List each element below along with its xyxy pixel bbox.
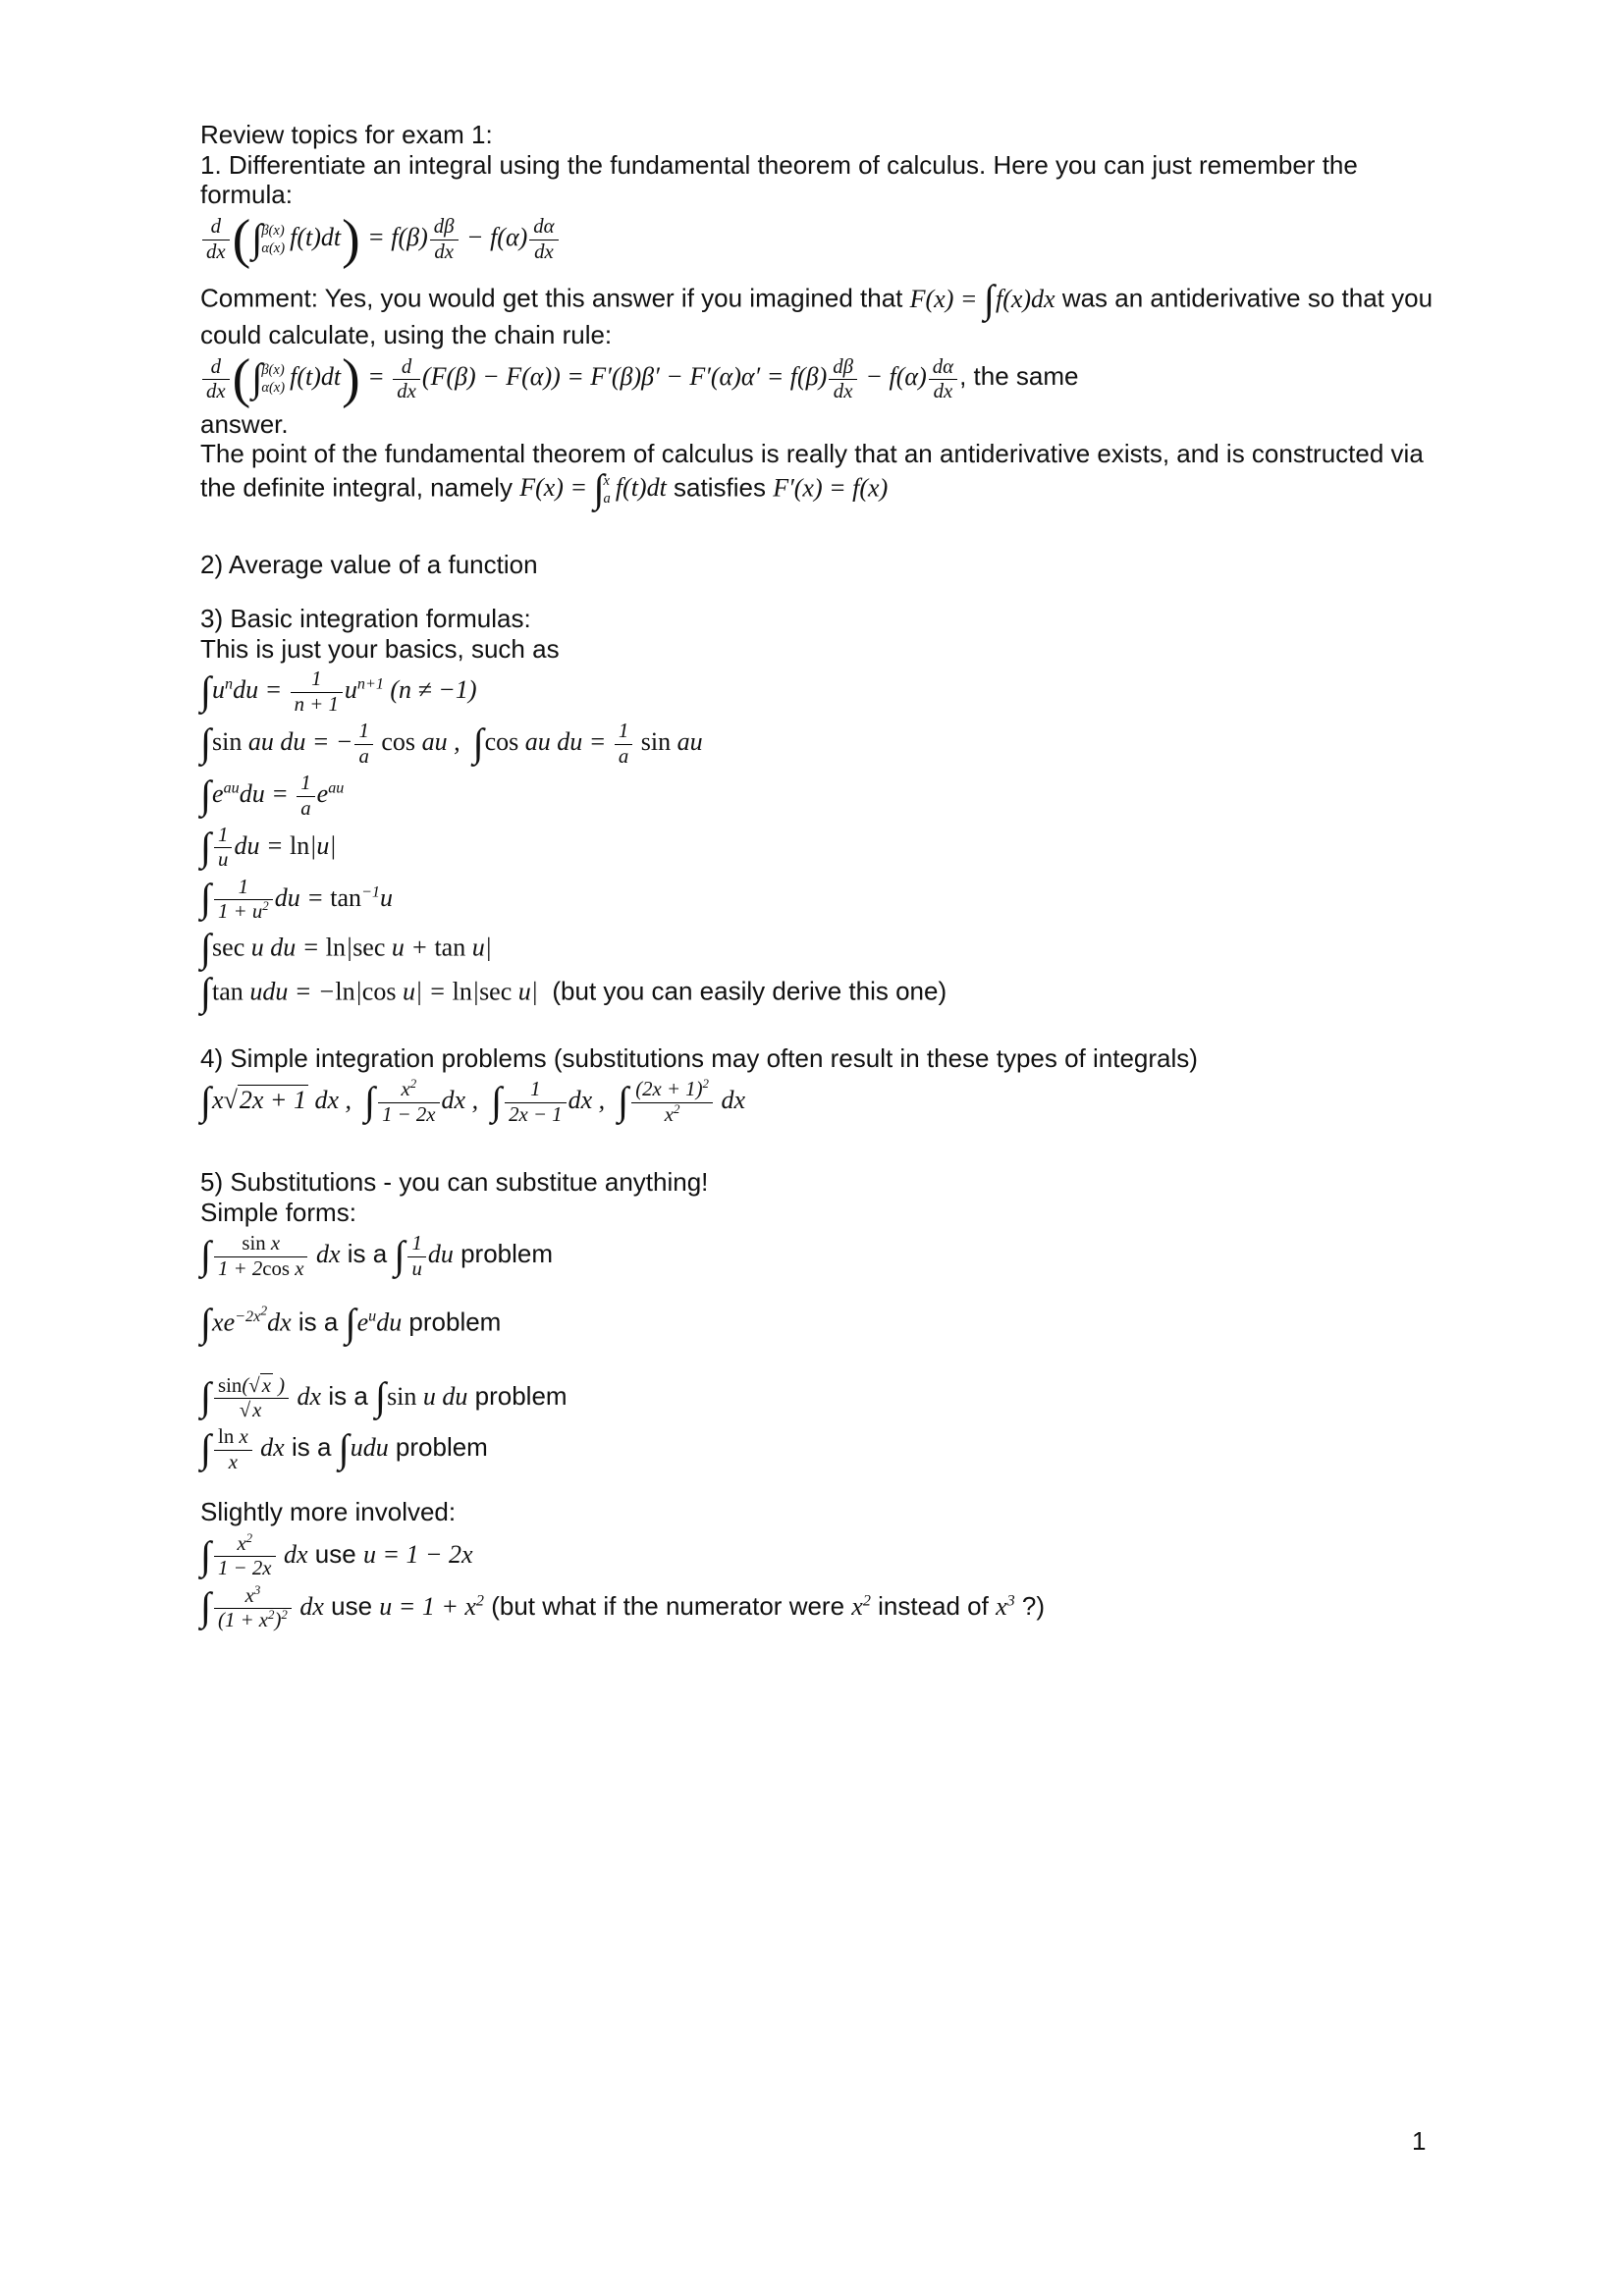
item3-heading: 3) Basic integration formulas:: [200, 603, 531, 633]
item1-formula: $\frac{d}{dx}$ (∫ β(x) α(x) f(t)dt) = f(β) $\frac{d\beta}{dx}$ − f(α) $\frac{d\alpha}{dx}$: [200, 215, 1455, 264]
item5-heading: 5) Substitutions - you can substitue anything!: [200, 1166, 709, 1197]
substitution-example-2: $\int xe^{-2x^2}dx$ is a $\int e^udu$ problem: [200, 1301, 502, 1346]
more-involved-label: Slightly more involved:: [200, 1497, 457, 1527]
document-content: [200, 120, 1455, 1637]
answer-text: answer.: [200, 408, 289, 439]
simple-forms-label: Simple forms:: [200, 1197, 356, 1227]
advanced-example-1: ∫ $\frac{x^2}{1 - 2x}$ dx use u = 1 − 2x: [200, 1531, 473, 1580]
basic-formula-sincos: ∫sin au du = − $\frac{1}{a}$ cos au , ∫cos au du = $\frac{1}{a}$ sin au: [200, 720, 703, 768]
basic-formula-tan: ∫tan udu = −ln|cos u| = ln|sec u| (but you can easily derive this one): [200, 970, 947, 1015]
item3-intro: This is just your basics, such as: [200, 633, 560, 664]
page-number: 1: [1412, 2126, 1427, 2156]
basic-formula-exp: $\int e^{au}du$ = $\frac{1}{a}$ $e^{au}$: [200, 772, 345, 820]
basic-formula-reciprocal: ∫ $\frac{1}{u}$ du = ln|u|: [200, 823, 337, 872]
doc-title: Review topics for exam 1:: [200, 120, 493, 149]
item4-formulas: ∫x√2x + 1 dx , ∫ $\frac{x^2}{1 - 2x}$ dx , ∫ $\frac{1}{2x - 1}$ dx , ∫ $\frac{(2x + 1)^2}{x^2}$ dx: [200, 1077, 745, 1126]
substitution-example-4: ∫ $\frac{\text{ln x}}{x}$ dx is a ∫udu problem: [200, 1425, 488, 1473]
item1-text: 1. Differentiate an integral using the fundamental theorem of calculus. Here you can just remember the formula:: [200, 149, 1358, 210]
chain-rule-formula: $\frac{d}{dx}$ (∫ β(x) α(x) f(t)dt) = $\frac{d}{dx}$ (F(β) − F(α)) = F′(β)β′ − F′(α)α′ = f(β) $\frac{d\beta}{dx}$ − f(α) $\frac{d\alpha}{dx}$ , the same: [200, 354, 1455, 403]
basic-formula-power: $\int u^ndu$ = $\frac{1}{n + 1}$ $u^{n+1}$ (n ≠ −1): [200, 667, 477, 716]
advanced-example-2: ∫ $\frac{x^3}{(1 + x^2)^2}$ dx use $u = 1 + x^2$ (but what if the numerator were $x^2$ instead of $x^3$ ?): [200, 1582, 1046, 1632]
substitution-example-1: ∫ $\frac{\text{sin x}}{\text{1 + 2cos x}}$ dx is a ∫ $\frac{1}{u}$ du problem: [200, 1232, 554, 1280]
comment-text: Comment: Yes, you would get this answer if you imagined that F(x) = ∫f(x)dx was an antiderivative so that you could calculate, using the chain rule:: [200, 277, 1434, 349]
basic-formula-sec: ∫sec u du = ln|sec u + tan u|: [200, 925, 492, 970]
basic-formula-arctan: ∫ $\frac{1}{1 + u^2}$ du = $\tan^{-1}u$: [200, 875, 393, 924]
item4-heading: 4) Simple integration problems (substitutions may often result in these types of integrals): [200, 1043, 1198, 1074]
ftc-point-text: The point of the fundamental theorem of calculus is really that an antiderivative exists, and is constructed via the definite integral, namely F(x) = ∫ x a f(t)dt satisfies F′(x) = f(x): [200, 439, 1424, 510]
item2-heading: 2) Average value of a function: [200, 550, 538, 580]
substitution-example-3: ∫ $\frac{\sin(√x )}{√x}$ dx is a ∫sin u du problem: [200, 1373, 568, 1421]
